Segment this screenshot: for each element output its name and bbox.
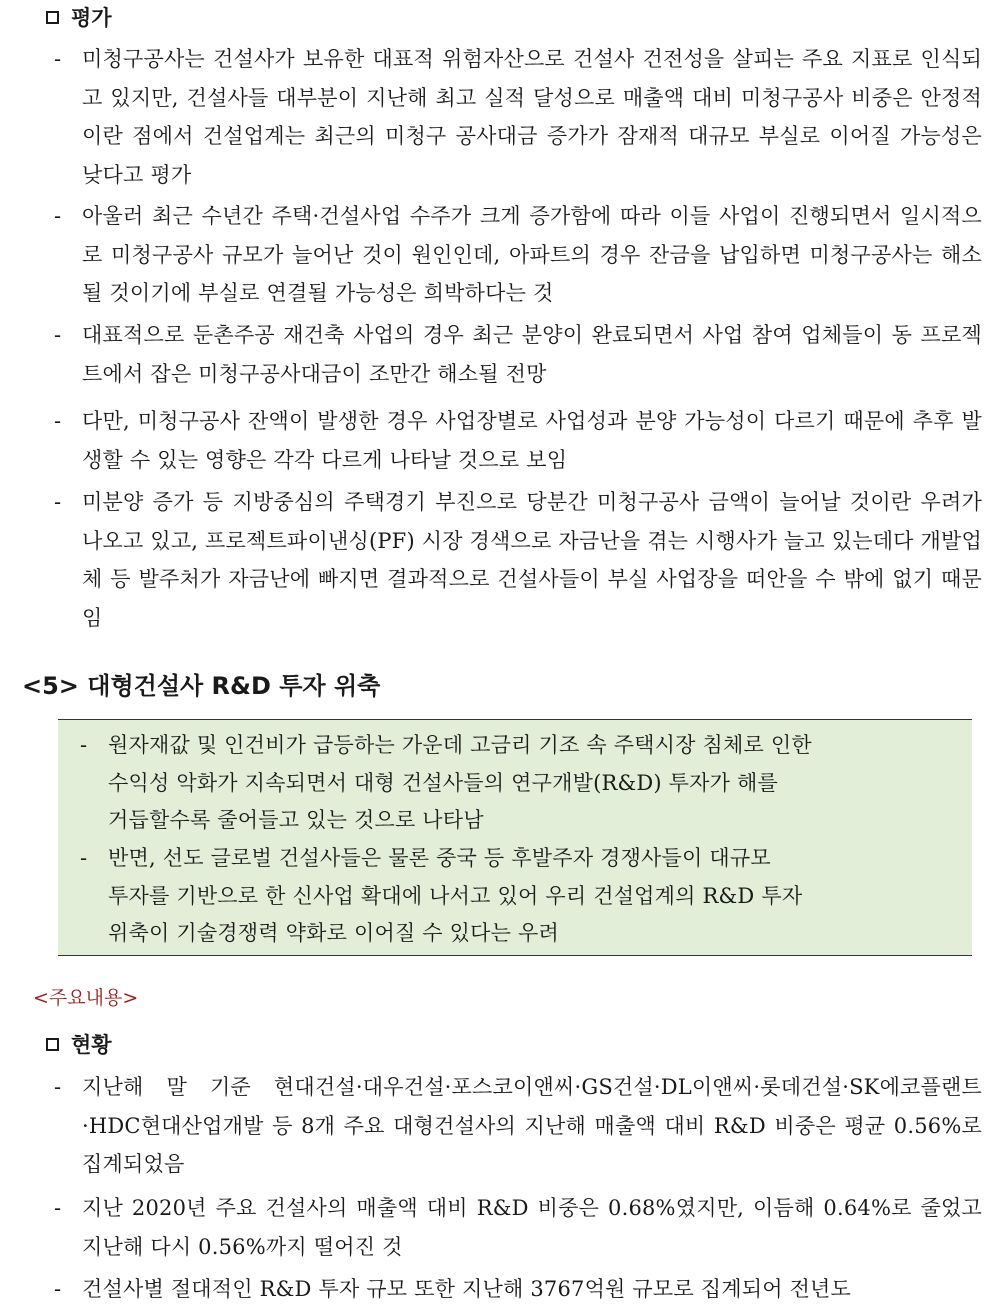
eval-bullet-5 xyxy=(54,483,982,637)
dash-mark: - xyxy=(54,490,62,514)
dash-mark: - xyxy=(54,47,62,71)
summary-line: 투자를 기반으로 한 신사업 확대에 나서고 있어 우리 건설업계의 R&D 투자 xyxy=(108,883,803,908)
eval-bullet-3 xyxy=(54,316,982,393)
eval-bullet-text: 아울러 최근 수년간 주택·건설사업 수주가 크게 증가함에 따라 이들 사업이 진행되면서 일시적으로 미청구공사 규모가 늘어난 것이 원인인데, 아파트의 경우 잔금을 납입하면 미청구공사는 해소될 것이기에 부실로 연결될 가능성은 희박하다는 것 xyxy=(82,204,982,306)
status-bullet-3 xyxy=(54,1270,982,1309)
dash-mark: - xyxy=(54,1075,62,1099)
eval-bullet-text: 다만, 미청구공사 잔액이 발생한 경우 사업장별로 사업성과 분양 가능성이 다르기 때문에 추후 발생할 수 있는 영향은 각각 다르게 나타날 것으로 보임 xyxy=(82,409,982,472)
eval-bullet-text: 미분양 증가 등 지방중심의 주택경기 부진으로 당분간 미청구공사 금액이 늘어날 것이란 우려가 나오고 있고, 프로젝트파이낸싱(PF) 시장 경색으로 자금난을 겪는 시행사가 늘고 있는데다 개발업체 등 발주처가 자금난에 빠지면 결과적으로 건설사들이 부실 사업장을 떠안을 수 밖에 없기 때문임 xyxy=(82,490,982,630)
eval-bullet-4 xyxy=(54,402,982,479)
dash-mark: - xyxy=(54,204,62,228)
eval-heading-text: 평가 xyxy=(71,6,112,30)
status-heading-text: 현황 xyxy=(71,1033,112,1057)
eval-heading xyxy=(46,2,112,32)
section-title: <5> 대형건설사 R&D 투자 위축 xyxy=(22,672,381,700)
summary-line: 반면, 선도 글로벌 건설사들은 물론 중국 등 후발주자 경쟁사들이 대규모 xyxy=(108,846,771,870)
summary-line: 거듭할수록 줄어들고 있는 것으로 나타남 xyxy=(108,808,484,832)
dash-mark: - xyxy=(54,409,62,433)
dash-mark: - xyxy=(80,846,88,870)
status-bullet-2 xyxy=(54,1189,982,1266)
status-bullet-text: 건설사별 절대적인 R&D 투자 규모 또한 지난해 3767억원 규모로 집계되어 전년도 xyxy=(82,1277,852,1301)
dash-mark: - xyxy=(54,323,62,347)
status-heading xyxy=(46,1029,112,1059)
summary-bullet-2 xyxy=(80,840,952,953)
dash-mark: - xyxy=(54,1196,62,1220)
eval-bullet-text: 미청구공사는 건설사가 보유한 대표적 위험자산으로 건설사 건전성을 살피는 주요 지표로 인식되고 있지만, 건설사들 대부분이 지난해 최고 실적 달성으로 매출액 대비 미청구공사 비중은 안정적이란 점에서 건설업계는 최근의 미청구 공사대금 증가가 잠재적 대규모 부실로 이어질 가능성은 낮다고 평가 xyxy=(82,47,982,187)
eval-bullet-2 xyxy=(54,197,982,313)
status-bullet-text: 지난해 말 기준 현대건설·대우건설·포스코이앤씨·GS건설·DL이앤씨·롯데건설·SK에코플랜트·HDC현대산업개발 등 8개 주요 대형건설사의 지난해 매출액 대비 R&D 비중은 평균 0.56%로 집계되었음 xyxy=(82,1075,982,1177)
eval-bullet-1 xyxy=(54,40,982,194)
summary-box xyxy=(58,719,972,956)
checkbox-square-icon xyxy=(46,1038,59,1051)
summary-bullet-text xyxy=(108,840,952,953)
eval-bullet-text: 대표적으로 둔촌주공 재건축 사업의 경우 최근 분양이 완료되면서 사업 참여 업체들이 동 프로젝트에서 잡은 미청구공사대금이 조만간 해소될 전망 xyxy=(82,323,982,386)
summary-bullet-text xyxy=(108,727,952,840)
status-bullet-text: 지난 2020년 주요 건설사의 매출액 대비 R&D 비중은 0.68%였지만, 이듬해 0.64%로 줄었고 지난해 다시 0.56%까지 떨어진 것 xyxy=(82,1196,982,1259)
summary-line: 위축이 기술경쟁력 약화로 이어질 수 있다는 우려 xyxy=(108,921,559,945)
summary-line: 원자재값 및 인건비가 급등하는 가운데 고금리 기조 속 주택시장 침체로 인한 xyxy=(108,733,812,757)
summary-line: 수익성 악화가 지속되면서 대형 건설사들의 연구개발(R&D) 투자가 해를 xyxy=(108,770,778,795)
dash-mark: - xyxy=(54,1277,62,1301)
main-content-label: <주요내용> xyxy=(33,987,139,1009)
dash-mark: - xyxy=(80,733,88,757)
status-bullet-1 xyxy=(54,1068,982,1184)
summary-bullet-1 xyxy=(80,727,952,840)
checkbox-square-icon xyxy=(46,11,59,24)
